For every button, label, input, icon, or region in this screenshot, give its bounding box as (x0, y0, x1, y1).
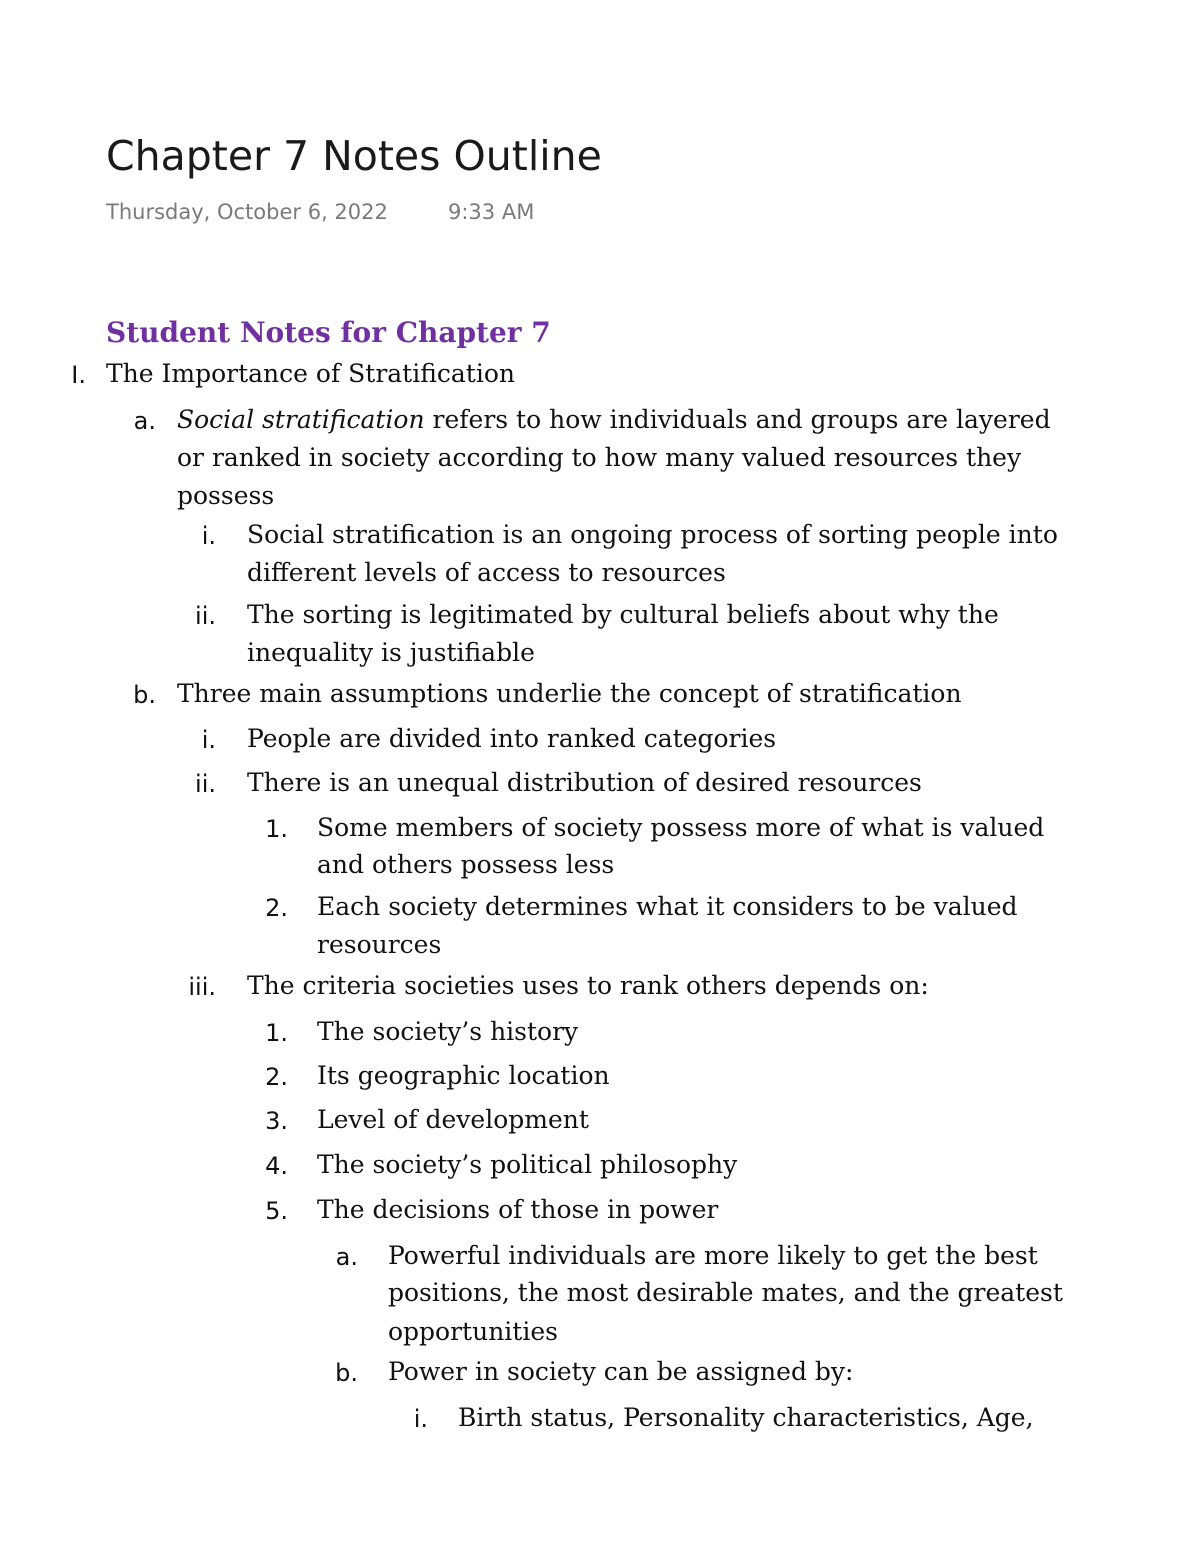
list-item-text: Social stratification is an ongoing process of sorting people into (247, 520, 1058, 549)
list-item-text-continued: refers to how individuals and groups are layered (424, 405, 1051, 434)
list-item-text: People are divided into ranked categories (247, 724, 777, 753)
list-item-text: Powerful individuals are more likely to get the best (388, 1241, 1038, 1270)
list-item-text: possess (177, 481, 275, 510)
list-item-text: Its geographic location (317, 1061, 610, 1090)
list-marker: ii. (195, 602, 216, 630)
list-item-text: Three main assumptions underlie the concept of stratification (177, 679, 962, 708)
list-item-text: resources (317, 930, 442, 959)
list-marker: 2. (265, 894, 288, 922)
list-marker: 5. (265, 1197, 288, 1225)
list-marker: iii. (188, 973, 216, 1001)
list-item-text: and others possess less (317, 850, 615, 879)
list-item-text: The criteria societies uses to rank others depends on: (247, 971, 929, 1000)
list-marker: 1. (265, 815, 288, 843)
list-marker: i. (201, 726, 216, 754)
list-marker: 2. (265, 1063, 288, 1091)
list-item-text: Some members of society possess more of what is valued (317, 813, 1045, 842)
page-date: Thursday, October 6, 2022 (106, 200, 388, 224)
list-marker: 1. (265, 1019, 288, 1047)
term-emphasis: Social stratification (177, 405, 425, 434)
list-item-text: Each society determines what it considers to be valued (317, 892, 1018, 921)
list-marker: i. (413, 1405, 428, 1433)
list-item-text: The society’s political philosophy (317, 1150, 738, 1179)
page-time: 9:33 AM (448, 200, 535, 224)
list-item-text: or ranked in society according to how many valued resources they (177, 443, 1022, 472)
list-item-text: Birth status, Personality characteristics, Age, (458, 1403, 1034, 1432)
list-marker: I. (71, 361, 86, 389)
list-marker: 4. (265, 1152, 288, 1180)
list-marker: ii. (195, 770, 216, 798)
list-item-text (177, 401, 1051, 439)
list-item-text: The society’s history (317, 1017, 579, 1046)
list-marker: a. (335, 1243, 358, 1271)
page-title: Chapter 7 Notes Outline (106, 132, 602, 180)
list-item-text: The sorting is legitimated by cultural beliefs about why the (247, 600, 999, 629)
list-marker: i. (201, 522, 216, 550)
list-item-text: inequality is justifiable (247, 638, 535, 667)
list-item-text: different levels of access to resources (247, 558, 726, 587)
list-marker: b. (335, 1359, 358, 1387)
section-heading-text: The Importance of Stratification (106, 359, 515, 388)
list-marker: b. (133, 681, 156, 709)
list-marker: a. (133, 407, 156, 435)
list-item-text: Level of development (317, 1105, 589, 1134)
list-item-text: positions, the most desirable mates, and the greatest (388, 1278, 1063, 1307)
list-item-text: There is an unequal distribution of desired resources (247, 768, 922, 797)
list-item-text: opportunities (388, 1317, 558, 1346)
list-item-text: Power in society can be assigned by: (388, 1357, 854, 1386)
list-item-text: The decisions of those in power (317, 1195, 719, 1224)
notes-heading: Student Notes for Chapter 7 (106, 316, 551, 349)
list-marker: 3. (265, 1107, 288, 1135)
